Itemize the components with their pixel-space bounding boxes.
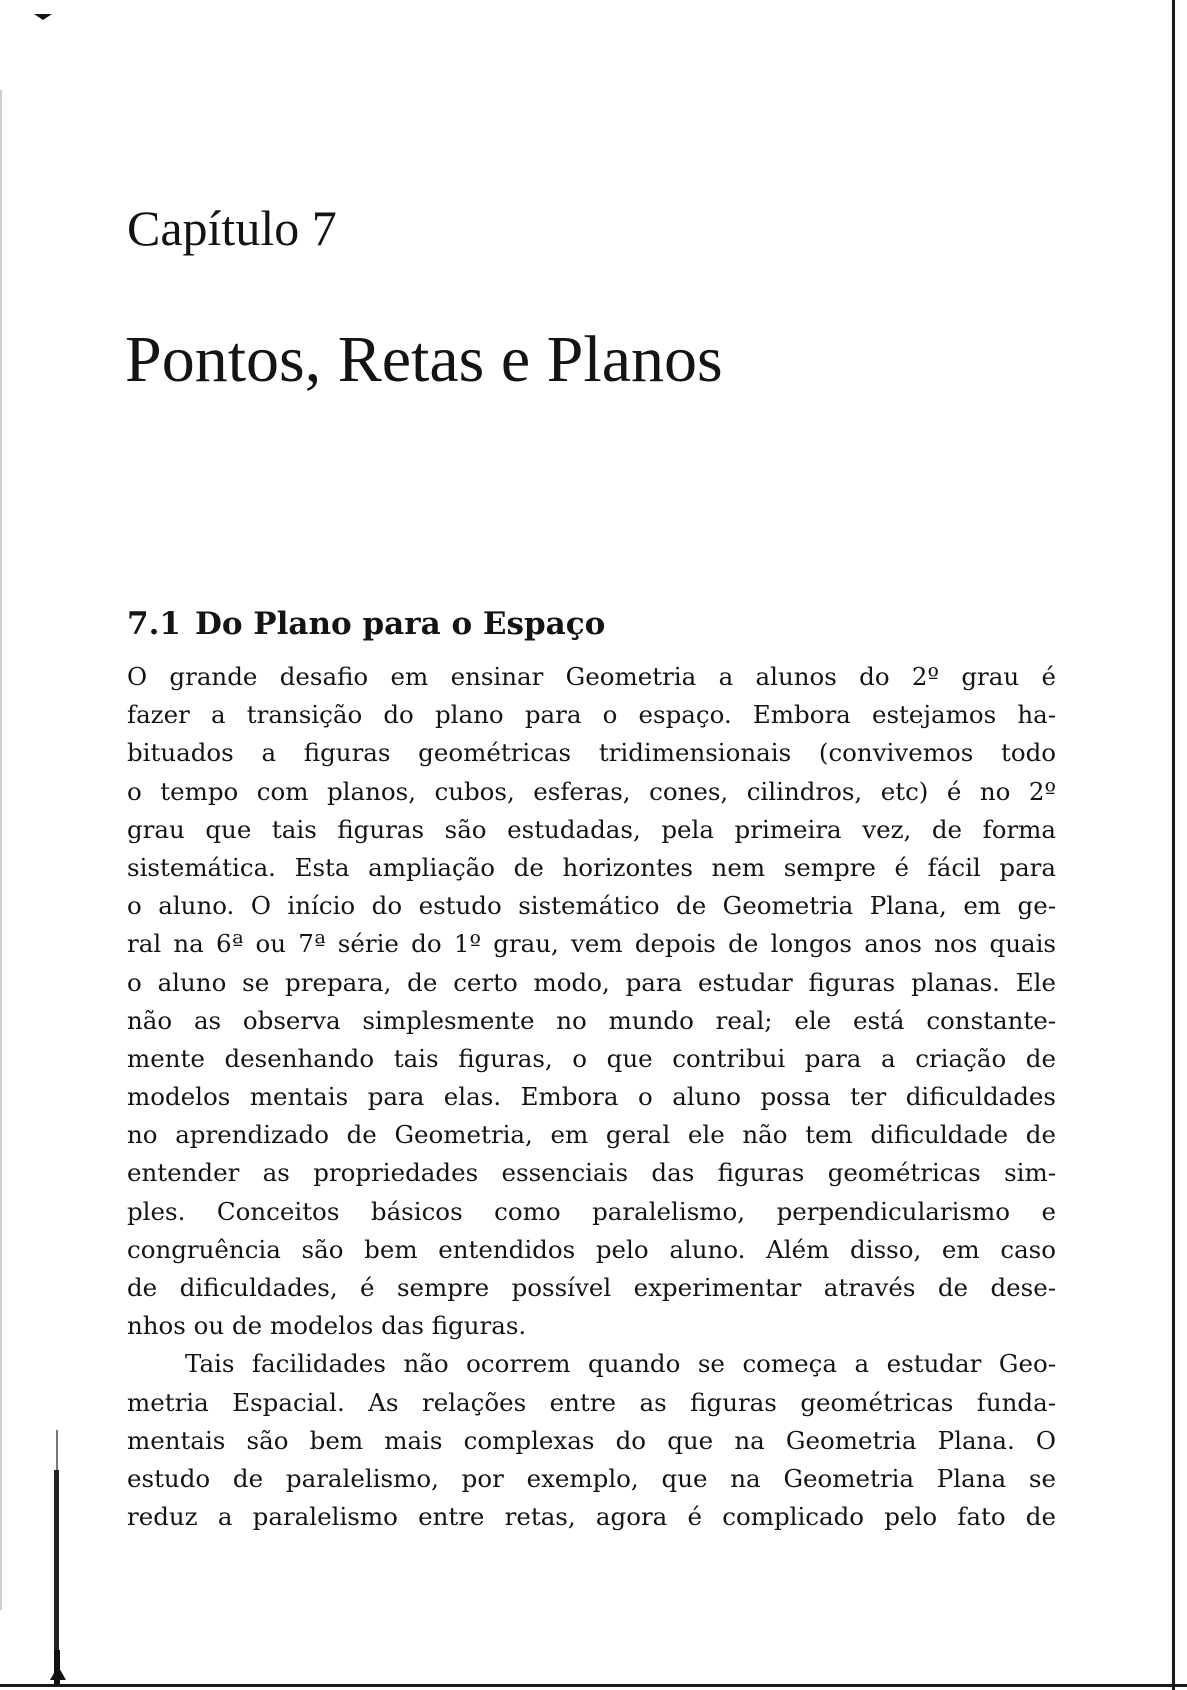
scan-left-edge [0,90,2,1610]
section-title: Do Plano para o Espaço [194,606,606,642]
text-line: reduz a paralelismo entre retas, agora é complicado pelo fato de [127,1502,1056,1532]
body-text [127,658,1056,1536]
scan-corner-mark [34,14,52,20]
text-line: ral na 6ª ou 7ª série do 1º grau, vem depois de longos anos nos quais [127,929,1056,959]
section-number: 7.1 [127,606,181,642]
text-line: congruência são bem entendidos pelo aluno. Além disso, em caso [127,1234,1056,1264]
text-line: O grande desafio em ensinar Geometria a alunos do 2º grau é [127,662,1056,691]
binding-shadow [50,1430,66,1686]
text-line: bituados a figuras geométricas tridimensionais (convivemos todo [127,738,1056,768]
text-line: o aluno. O início do estudo sistemático de Geometria Plana, em ge- [127,891,1056,921]
section-heading [127,604,605,644]
text-line: mentais são bem mais complexas do que na Geometria Plana. O [127,1425,1056,1455]
text-line: estudo de paralelismo, por exemplo, que na Geometria Plana se [127,1463,1056,1493]
chapter-label: Capítulo 7 [127,200,337,256]
scan-bottom-edge [0,1684,1187,1687]
scan-right-edge [1172,0,1175,1690]
paragraph [127,1345,1056,1536]
text-line: no aprendizado de Geometria, em geral ele não tem dificuldade de [127,1120,1056,1150]
text-line: metria Espacial. As relações entre as figuras geométricas funda- [127,1387,1056,1417]
text-line: grau que tais figuras são estudadas, pela primeira vez, de forma [127,814,1056,844]
text-line: modelos mentais para elas. Embora o aluno possa ter dificuldades [127,1082,1056,1112]
text-line: ples. Conceitos básicos como paralelismo, perpendicularismo e [127,1196,1056,1226]
text-line: o tempo com planos, cubos, esferas, cones, cilindros, etc) é no 2º [127,776,1056,806]
text-line: o aluno se prepara, de certo modo, para estudar figuras planas. Ele [127,967,1056,997]
paragraph [127,658,1056,1345]
text-line: fazer a transição do plano para o espaço. Embora estejamos ha- [127,700,1056,730]
text-line: mente desenhando tais figuras, o que contribui para a criação de [127,1043,1056,1073]
text-line: não as observa simplesmente no mundo real; ele está constante- [127,1005,1056,1035]
text-line: nhos ou de modelos das figuras. [127,1311,527,1341]
chapter-title: Pontos, Retas e Planos [125,323,723,396]
text-line: de dificuldades, é sempre possível experimentar através de dese- [127,1273,1056,1302]
text-line: Tais facilidades não ocorrem quando se começa a estudar Geo- [185,1349,1056,1379]
text-line: sistemática. Esta ampliação de horizontes nem sempre é fácil para [127,852,1056,882]
text-line: entender as propriedades essenciais das figuras geométricas sim- [127,1158,1056,1188]
